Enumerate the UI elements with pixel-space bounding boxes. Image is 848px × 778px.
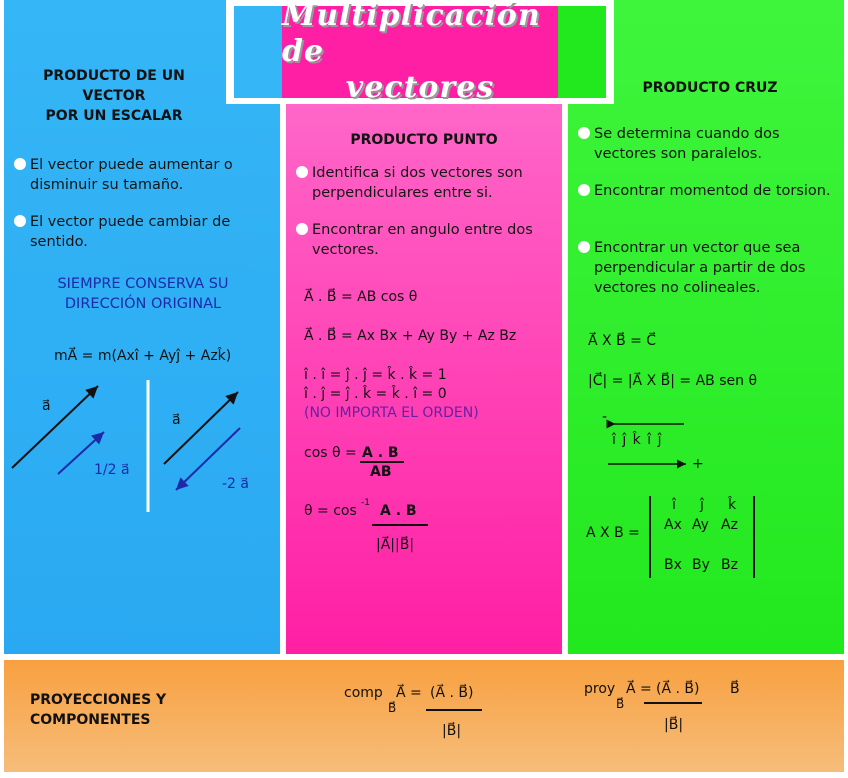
cos-lhs: cos θ = bbox=[304, 445, 357, 461]
dot-heading: PRODUCTO PUNTO bbox=[350, 132, 498, 148]
comp-denominator: |B⃗| bbox=[442, 723, 462, 739]
vector-a-arrow-2 bbox=[164, 392, 238, 464]
theta-lhs: θ = cos bbox=[304, 503, 357, 519]
label-half-a: 1/2 a⃗ bbox=[94, 462, 130, 478]
theta-fraction-bar bbox=[372, 524, 428, 526]
cos-numerator: A . B bbox=[362, 445, 399, 461]
dot-eq-4: î . ĵ = ĵ . k̂ = k̂ . î = 0 bbox=[304, 386, 447, 402]
label-a-1: a⃗ bbox=[42, 398, 51, 414]
det-lhs: A X B = bbox=[586, 525, 640, 541]
proy-b: B⃗ bbox=[730, 681, 740, 697]
scalar-heading-line-2: POR UN ESCALAR bbox=[45, 108, 183, 124]
det-r3c3: Bz bbox=[721, 557, 738, 573]
det-r1c1: î bbox=[672, 497, 676, 513]
comp-subscript: B⃗ bbox=[388, 701, 397, 715]
proy-denominator: |B⃗| bbox=[664, 717, 684, 733]
projections-heading: PROYECCIONES Y COMPONENTES bbox=[30, 692, 167, 728]
scalar-bullet-1: El vector puede aumentar o disminuir su tamaño. bbox=[14, 155, 270, 195]
det-r2c1: Ax bbox=[664, 517, 682, 533]
cross-heading: PRODUCTO CRUZ bbox=[642, 80, 778, 96]
comp-lhs: comp bbox=[344, 685, 383, 701]
cross-bullet-3: Encontrar un vector que sea perpendicular a partir de dos vectores no colineales. bbox=[578, 238, 840, 298]
title-green-strip bbox=[558, 6, 606, 98]
proy-fraction-bar bbox=[644, 702, 702, 704]
label-neg2-a: -2 a⃗ bbox=[222, 476, 249, 492]
vector-a-arrow bbox=[12, 386, 98, 468]
theta-exponent: -1 bbox=[361, 498, 370, 508]
title-line-1: Multiplicación de bbox=[282, 0, 541, 69]
cross-bullet-1: Se determina cuando dos vectores son paralelos. bbox=[578, 124, 840, 164]
cross-eq-1: A⃗ X B⃗ = C⃗ bbox=[588, 333, 657, 349]
scalar-vectors-diagram bbox=[0, 370, 280, 520]
det-r1c2: ĵ bbox=[700, 497, 704, 513]
dot-order-note: (NO IMPORTA EL ORDEN) bbox=[304, 405, 479, 421]
dot-bullet-2: Encontrar en angulo entre dos vectores. bbox=[296, 220, 556, 260]
dot-eq-3: î . î = ĵ . ĵ = k̂ . k̂ = 1 bbox=[304, 367, 447, 383]
comp-numerator: (A⃗ . B⃗) bbox=[430, 685, 474, 701]
scalar-formula: mA⃗ = m(Axî + Ayĵ + Azk̂) bbox=[54, 348, 232, 364]
proy-lhs: proy bbox=[584, 681, 616, 697]
theta-numerator: A . B bbox=[380, 503, 417, 519]
theta-denominator: |A⃗||B⃗| bbox=[376, 537, 415, 553]
scalar-heading-line-1: PRODUCTO DE UN VECTOR bbox=[43, 68, 185, 104]
proy-a: A⃗ = bbox=[626, 681, 652, 697]
det-r2c3: Az bbox=[721, 517, 738, 533]
cycle-plus: + bbox=[692, 456, 704, 472]
det-right-bar bbox=[753, 496, 755, 578]
title-line-2: vectores bbox=[345, 70, 495, 105]
dot-bullet-1: Identifica si dos vectores son perpendiculares entre si. bbox=[296, 163, 556, 203]
cycle-unit-vectors: î ĵ k̂ î ĵ bbox=[612, 432, 663, 448]
scalar-note: SIEMPRE CONSERVA SU DIRECCIÓN ORIGINAL bbox=[57, 276, 229, 312]
scalar-heading bbox=[14, 66, 214, 126]
title-pink-block bbox=[282, 0, 558, 105]
title-banner bbox=[226, 0, 614, 104]
cos-denominator: AB bbox=[370, 464, 392, 480]
proy-numerator: (A⃗ . B⃗) bbox=[656, 681, 700, 697]
cross-bullet-2: Encontrar momentod de torsion. bbox=[578, 181, 840, 201]
det-r2c2: Ay bbox=[692, 517, 709, 533]
cross-eq-2: |C⃗| = |A⃗ X B⃗| = AB sen θ bbox=[588, 373, 758, 389]
comp-fraction-bar bbox=[426, 709, 482, 711]
cycle-minus: - bbox=[602, 409, 608, 425]
det-r1c3: k̂ bbox=[728, 497, 737, 513]
det-left-bar bbox=[649, 496, 651, 578]
comp-a: A⃗ = bbox=[396, 685, 422, 701]
dot-eq-2: A⃗ . B⃗ = Ax Bx + Ay By + Az Bz bbox=[304, 328, 517, 344]
label-a-2: a⃗ bbox=[172, 412, 181, 428]
dot-eq-1: A⃗ . B⃗ = AB cos θ bbox=[304, 289, 418, 305]
proy-subscript: B⃗ bbox=[616, 697, 625, 711]
det-r3c2: By bbox=[692, 557, 710, 573]
scalar-bullet-2: El vector puede cambiar de sentido. bbox=[14, 212, 270, 252]
det-r3c1: Bx bbox=[664, 557, 682, 573]
title-blue-strip bbox=[234, 6, 282, 98]
